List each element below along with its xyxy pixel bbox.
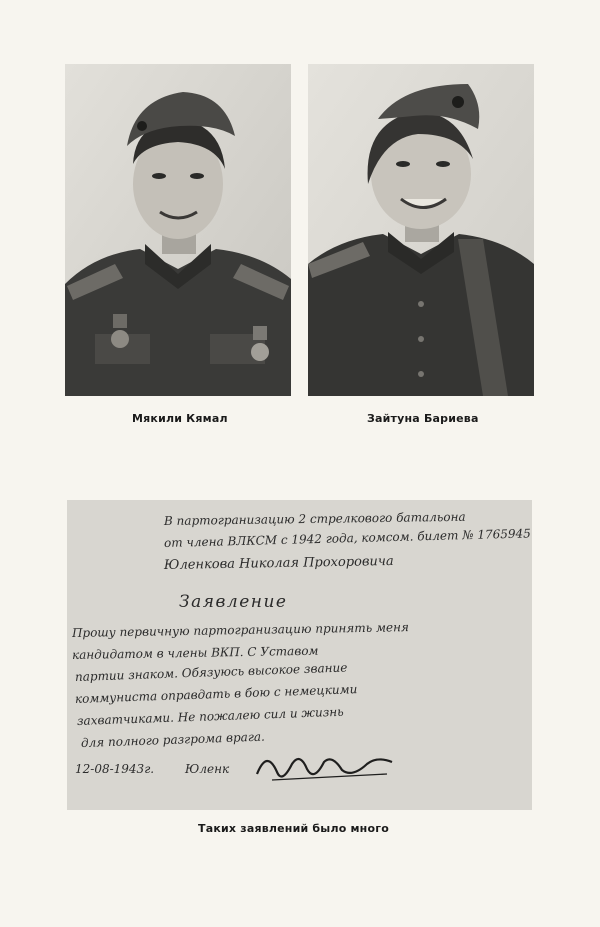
- document-caption: Таких заявлений было много: [198, 822, 389, 835]
- document-date: 12-08-1943г.: [75, 762, 155, 776]
- document-line: В партогранизацию 2 стрелкового батальона: [163, 509, 466, 528]
- document-line: партии знаком. Обязуюсь высокое звание: [74, 660, 348, 684]
- document-line: Юленкова Николая Прохоровича: [163, 553, 394, 573]
- photo-caption-right: Зайтуна Бариева: [367, 412, 479, 425]
- document-line: кандидатом в члены ВКП. С Уставом: [71, 643, 319, 662]
- soldier-portrait-icon: [308, 64, 534, 396]
- signature-icon: [252, 744, 402, 789]
- document-line: для полного разгрома врага.: [80, 729, 266, 750]
- handwritten-application: [67, 500, 532, 810]
- document-heading: Заявление: [179, 592, 288, 612]
- signature-text: Юленк: [185, 762, 230, 776]
- portrait-photo-left: [65, 64, 291, 396]
- document-line: захватчиками. Не пожалею сил и жизнь: [76, 704, 344, 728]
- soldier-portrait-icon: [65, 64, 291, 396]
- photo-caption-left: Мякили Кямал: [132, 412, 228, 425]
- document-line: коммуниста оправдать в бою с немецкими: [74, 682, 358, 706]
- document-line: Прошу первичную партогранизацию принять меня: [71, 620, 410, 640]
- portrait-photo-right: [308, 64, 534, 396]
- document-line: от члена ВЛКСМ с 1942 года, комсом. билет № 1765945: [163, 526, 531, 550]
